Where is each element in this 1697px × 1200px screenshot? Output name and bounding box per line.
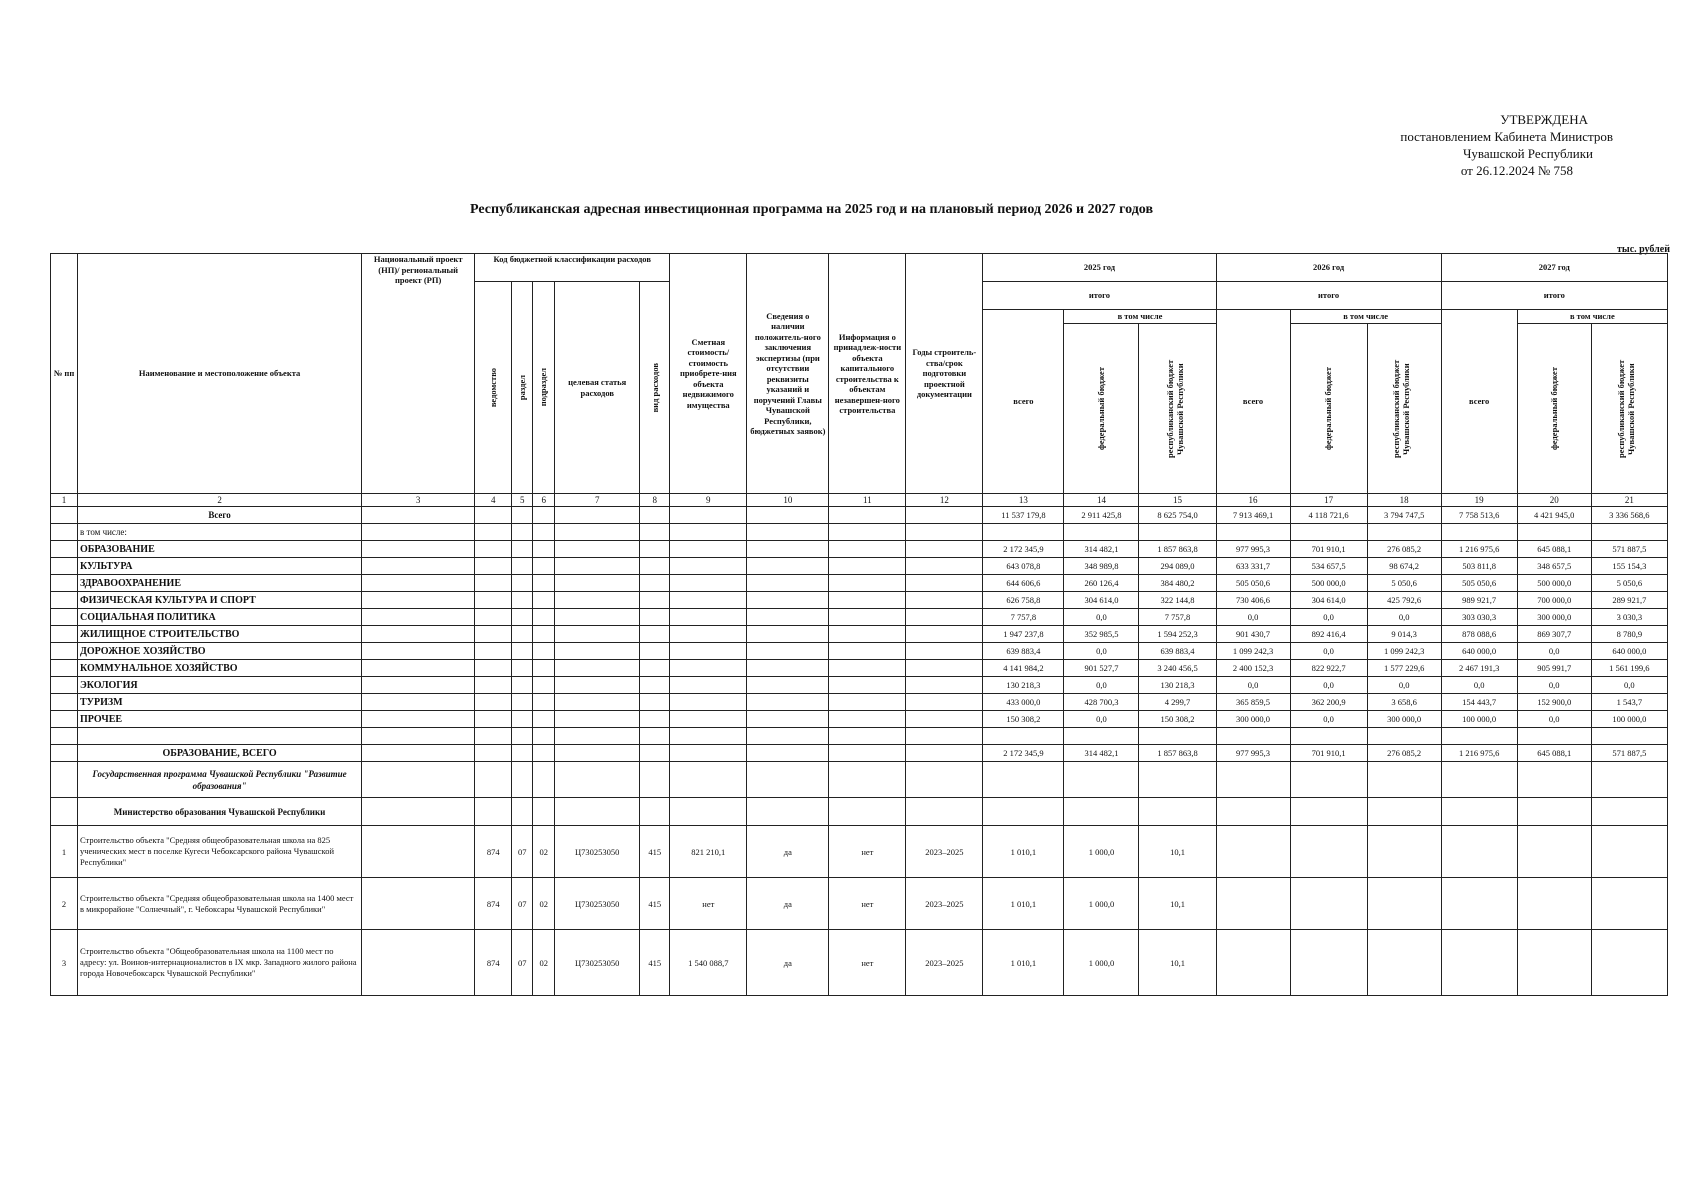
object-2027-resp xyxy=(1591,930,1667,996)
object-podrazdel: 02 xyxy=(533,878,555,930)
section-value: 384 480,2 xyxy=(1139,575,1216,592)
ministry-name: Министерство образования Чувашской Республики xyxy=(78,798,362,826)
section-row xyxy=(51,609,1668,626)
section-value: 314 482,1 xyxy=(1064,541,1139,558)
object-years: 2023–2025 xyxy=(906,878,983,930)
object-cost: нет xyxy=(670,878,747,930)
object-2027-total xyxy=(1441,826,1517,878)
section-value: 1 857 863,8 xyxy=(1139,541,1216,558)
section-value: 2 400 152,3 xyxy=(1216,660,1290,677)
object-vr: 415 xyxy=(640,826,670,878)
table-body xyxy=(51,494,1668,996)
education-total-row: ОБРАЗОВАНИЕ, ВСЕГО 2 172 345,9 314 482,1 1 857 863,8 977 995,3 701 910,1 276 085,2 1 216 975,6 645 088,1 571 887,5 xyxy=(51,745,1668,762)
object-2026-fed xyxy=(1290,878,1367,930)
header-2027: 2027 год xyxy=(1441,254,1667,282)
section-value: 701 910,1 xyxy=(1290,541,1367,558)
section-name: ДОРОЖНОЕ ХОЗЯЙСТВО xyxy=(78,643,362,660)
section-row xyxy=(51,626,1668,643)
object-podrazdel: 02 xyxy=(533,930,555,996)
section-value: 822 922,7 xyxy=(1290,660,1367,677)
section-value: 8 780,9 xyxy=(1591,626,1667,643)
header-vtomchisle-2025: в том числе xyxy=(1064,310,1216,324)
section-row xyxy=(51,558,1668,575)
approval-stamp xyxy=(1353,111,1613,179)
section-value: 300 000,0 xyxy=(1517,609,1591,626)
section-value: 639 883,4 xyxy=(983,643,1064,660)
section-value: 150 308,2 xyxy=(1139,711,1216,728)
object-2026-fed xyxy=(1290,930,1367,996)
object-2025-resp: 10,1 xyxy=(1139,826,1216,878)
section-value: 365 859,5 xyxy=(1216,694,1290,711)
section-value: 0,0 xyxy=(1290,643,1367,660)
object-name: Строительство объекта "Общеобразовательная школа на 1100 мест по адресу: ул. Воинов-интернационалистов в IX мкр. Западного жилого района города Новочебоксарск Чувашской Республики" xyxy=(78,930,362,996)
approval-line-1: УТВЕРЖДЕНА xyxy=(1500,112,1588,127)
object-2027-total xyxy=(1441,930,1517,996)
object-vr: 415 xyxy=(640,930,670,996)
section-value: 304 614,0 xyxy=(1290,592,1367,609)
section-value: 2 172 345,9 xyxy=(983,541,1064,558)
object-name: Строительство объекта "Средняя общеобразовательная школа на 1400 мест в микрорайоне "Солнечный", г. Чебоксары Чувашской Республики" xyxy=(78,878,362,930)
section-value: 571 887,5 xyxy=(1591,541,1667,558)
header-vr: вид расходов xyxy=(640,282,670,494)
section-value: 348 657,5 xyxy=(1517,558,1591,575)
section-value: 1 099 242,3 xyxy=(1367,643,1441,660)
object-info: нет xyxy=(829,826,906,878)
object-csr: Ц730253050 xyxy=(555,826,640,878)
object-2026-total xyxy=(1216,878,1290,930)
section-value: 633 331,7 xyxy=(1216,558,1290,575)
section-value: 500 000,0 xyxy=(1517,575,1591,592)
section-name: СОЦИАЛЬНАЯ ПОЛИТИКА xyxy=(78,609,362,626)
section-value: 425 792,6 xyxy=(1367,592,1441,609)
section-value: 730 406,6 xyxy=(1216,592,1290,609)
blank-row xyxy=(51,728,1668,745)
section-value: 2 467 191,3 xyxy=(1441,660,1517,677)
section-value: 0,0 xyxy=(1517,643,1591,660)
section-value: 0,0 xyxy=(1216,609,1290,626)
section-value: 3 240 456,5 xyxy=(1139,660,1216,677)
section-value: 700 000,0 xyxy=(1517,592,1591,609)
object-2025-fed: 1 000,0 xyxy=(1064,826,1139,878)
section-value: 869 307,7 xyxy=(1517,626,1591,643)
section-value: 362 200,9 xyxy=(1290,694,1367,711)
section-value: 433 000,0 xyxy=(983,694,1064,711)
header-num: № пп xyxy=(51,254,78,494)
section-value: 1 947 237,8 xyxy=(983,626,1064,643)
section-value: 300 000,0 xyxy=(1367,711,1441,728)
object-row xyxy=(51,878,1668,930)
section-value: 0,0 xyxy=(1064,677,1139,694)
object-info: нет xyxy=(829,878,906,930)
header-resp-2027: республиканский бюджет Чувашской Республики xyxy=(1591,324,1667,494)
object-2027-fed xyxy=(1517,930,1591,996)
section-value: 1 577 229,6 xyxy=(1367,660,1441,677)
section-value: 352 985,5 xyxy=(1064,626,1139,643)
section-value: 1 543,7 xyxy=(1591,694,1667,711)
section-value: 892 416,4 xyxy=(1290,626,1367,643)
header-fed-2027: федеральный бюджет xyxy=(1517,324,1591,494)
header-vedomstvo: ведомство xyxy=(475,282,512,494)
section-value: 322 144,8 xyxy=(1139,592,1216,609)
object-csr: Ц730253050 xyxy=(555,878,640,930)
section-value: 130 218,3 xyxy=(1139,677,1216,694)
section-value: 0,0 xyxy=(1064,711,1139,728)
section-value: 1 216 975,6 xyxy=(1441,541,1517,558)
object-2025-total: 1 010,1 xyxy=(983,878,1064,930)
object-name: Строительство объекта "Средняя общеобразовательная школа на 825 ученических мест в поселке Кугеси Чебоксарского района Чувашской Республики" xyxy=(78,826,362,878)
section-value: 4 141 984,2 xyxy=(983,660,1064,677)
object-number: 3 xyxy=(51,930,78,996)
object-2027-fed xyxy=(1517,826,1591,878)
section-name: ОБРАЗОВАНИЕ xyxy=(78,541,362,558)
section-value: 644 606,6 xyxy=(983,575,1064,592)
header-vtomchisle-2027: в том числе xyxy=(1517,310,1667,324)
section-value: 3 658,6 xyxy=(1367,694,1441,711)
ministry-row xyxy=(51,798,1668,826)
header-info: Информация о принадлеж-ности объекта капитального строительства к объектам незавершен-ного строительства xyxy=(829,254,906,494)
object-2027-resp xyxy=(1591,878,1667,930)
object-row xyxy=(51,930,1668,996)
section-value: 5 050,6 xyxy=(1591,575,1667,592)
object-expertise: да xyxy=(747,878,829,930)
section-name: КУЛЬТУРА xyxy=(78,558,362,575)
section-value: 9 014,3 xyxy=(1367,626,1441,643)
investment-program-table xyxy=(50,253,1668,996)
section-value: 639 883,4 xyxy=(1139,643,1216,660)
section-value: 7 757,8 xyxy=(1139,609,1216,626)
object-razdel: 07 xyxy=(512,826,533,878)
header-expertise: Сведения о наличии положитель-ного заключения экспертизы (при отсутствии реквизиты указаний и поручений Главы Чувашской Республики, бюджетных заявок) xyxy=(747,254,829,494)
program-name: Государственная программа Чувашской Республики "Развитие образования" xyxy=(78,762,362,798)
section-value: 152 900,0 xyxy=(1517,694,1591,711)
header-kbk: Код бюджетной классификации расходов xyxy=(475,254,670,282)
section-value: 0,0 xyxy=(1064,609,1139,626)
object-2027-fed xyxy=(1517,878,1591,930)
approval-line-4: от 26.12.2024 № 758 xyxy=(1460,163,1573,178)
section-value: 98 674,2 xyxy=(1367,558,1441,575)
section-row xyxy=(51,711,1668,728)
document-title: Республиканская адресная инвестиционная программа на 2025 год и на плановый период 2026 и 2027 годов xyxy=(470,202,1153,217)
header-resp-2025: республиканский бюджет Чувашской Республики xyxy=(1139,324,1216,494)
section-value: 154 443,7 xyxy=(1441,694,1517,711)
object-vr: 415 xyxy=(640,878,670,930)
column-numbers-row: 1 2 3 4 5 6 7 8 9 10 11 12 13 14 15 16 17 18 19 20 21 xyxy=(51,494,1668,507)
section-value: 1 099 242,3 xyxy=(1216,643,1290,660)
object-row xyxy=(51,826,1668,878)
section-value: 100 000,0 xyxy=(1591,711,1667,728)
section-value: 5 050,6 xyxy=(1367,575,1441,592)
section-value: 1 594 252,3 xyxy=(1139,626,1216,643)
section-value: 989 921,7 xyxy=(1441,592,1517,609)
object-info: нет xyxy=(829,930,906,996)
section-value: 643 078,8 xyxy=(983,558,1064,575)
object-2025-resp: 10,1 xyxy=(1139,878,1216,930)
object-2026-fed xyxy=(1290,826,1367,878)
object-2025-total: 1 010,1 xyxy=(983,826,1064,878)
section-value: 150 308,2 xyxy=(983,711,1064,728)
section-value: 640 000,0 xyxy=(1441,643,1517,660)
section-value: 901 430,7 xyxy=(1216,626,1290,643)
section-name: ЗДРАВООХРАНЕНИЕ xyxy=(78,575,362,592)
header-vsego-2025: всего xyxy=(983,310,1064,494)
header-fed-2026: федеральный бюджет xyxy=(1290,324,1367,494)
object-project xyxy=(362,826,475,878)
section-value: 0,0 xyxy=(1290,711,1367,728)
object-years: 2023–2025 xyxy=(906,930,983,996)
section-value: 260 126,4 xyxy=(1064,575,1139,592)
object-vedomstvo: 874 xyxy=(475,826,512,878)
section-value: 0,0 xyxy=(1517,711,1591,728)
section-value: 100 000,0 xyxy=(1441,711,1517,728)
section-row xyxy=(51,541,1668,558)
object-razdel: 07 xyxy=(512,878,533,930)
approval-line-2: постановлением Кабинета Министров xyxy=(1400,129,1613,144)
section-row xyxy=(51,643,1668,660)
object-2026-total xyxy=(1216,930,1290,996)
header-2025: 2025 год xyxy=(983,254,1216,282)
header-itogo-2026: итого xyxy=(1216,282,1441,310)
units-label: тыс. рублей xyxy=(1616,244,1670,255)
section-value: 901 527,7 xyxy=(1064,660,1139,677)
header-name: Наименование и местоположение объекта xyxy=(78,254,362,494)
object-cost: 821 210,1 xyxy=(670,826,747,878)
object-2025-fed: 1 000,0 xyxy=(1064,878,1139,930)
object-csr: Ц730253050 xyxy=(555,930,640,996)
section-value: 0,0 xyxy=(1367,677,1441,694)
table-header xyxy=(51,254,1668,494)
section-value: 905 991,7 xyxy=(1517,660,1591,677)
education-total-label: ОБРАЗОВАНИЕ, ВСЕГО xyxy=(78,745,362,762)
total-label: Всего xyxy=(78,507,362,524)
section-row xyxy=(51,592,1668,609)
object-cost: 1 540 088,7 xyxy=(670,930,747,996)
section-value: 289 921,7 xyxy=(1591,592,1667,609)
object-2026-total xyxy=(1216,826,1290,878)
section-value: 1 561 199,6 xyxy=(1591,660,1667,677)
header-vsego-2026: всего xyxy=(1216,310,1290,494)
section-value: 977 995,3 xyxy=(1216,541,1290,558)
object-project xyxy=(362,930,475,996)
object-project xyxy=(362,878,475,930)
section-name: ЭКОЛОГИЯ xyxy=(78,677,362,694)
section-value: 4 299,7 xyxy=(1139,694,1216,711)
section-value: 645 088,1 xyxy=(1517,541,1591,558)
object-2026-resp xyxy=(1367,878,1441,930)
section-value: 626 758,8 xyxy=(983,592,1064,609)
section-value: 878 088,6 xyxy=(1441,626,1517,643)
object-2026-resp xyxy=(1367,826,1441,878)
header-razdel: раздел xyxy=(512,282,533,494)
section-value: 0,0 xyxy=(1216,677,1290,694)
section-value: 303 030,3 xyxy=(1441,609,1517,626)
section-row xyxy=(51,694,1668,711)
section-value: 7 757,8 xyxy=(983,609,1064,626)
header-itogo-2025: итого xyxy=(983,282,1216,310)
section-value: 503 811,8 xyxy=(1441,558,1517,575)
approval-line-3: Чувашской Республики xyxy=(1462,146,1593,161)
header-fed-2025: федеральный бюджет xyxy=(1064,324,1139,494)
object-years: 2023–2025 xyxy=(906,826,983,878)
section-value: 155 154,3 xyxy=(1591,558,1667,575)
object-expertise: да xyxy=(747,930,829,996)
total-row: Всего 11 537 179,8 2 911 425,8 8 625 754,0 7 913 469,1 4 118 721,6 3 794 747,5 7 758 513,6 4 421 945,0 3 336 568,6 xyxy=(51,507,1668,524)
section-value: 0,0 xyxy=(1290,609,1367,626)
header-project: Национальный проект (НП)/ региональный проект (РП) xyxy=(362,254,475,494)
object-vedomstvo: 874 xyxy=(475,930,512,996)
header-2026: 2026 год xyxy=(1216,254,1441,282)
section-value: 0,0 xyxy=(1290,677,1367,694)
section-name: ЖИЛИЩНОЕ СТРОИТЕЛЬСТВО xyxy=(78,626,362,643)
section-name: ФИЗИЧЕСКАЯ КУЛЬТУРА И СПОРТ xyxy=(78,592,362,609)
section-value: 130 218,3 xyxy=(983,677,1064,694)
object-2025-resp: 10,1 xyxy=(1139,930,1216,996)
section-value: 505 050,6 xyxy=(1441,575,1517,592)
section-value: 0,0 xyxy=(1591,677,1667,694)
section-row xyxy=(51,677,1668,694)
header-vsego-2027: всего xyxy=(1441,310,1517,494)
including-row xyxy=(51,524,1668,541)
section-value: 294 089,0 xyxy=(1139,558,1216,575)
object-number: 1 xyxy=(51,826,78,878)
section-name: ПРОЧЕЕ xyxy=(78,711,362,728)
header-podrazdel: подраздел xyxy=(533,282,555,494)
section-value: 534 657,5 xyxy=(1290,558,1367,575)
section-value: 300 000,0 xyxy=(1216,711,1290,728)
including-label: в том числе: xyxy=(78,524,362,541)
object-vedomstvo: 874 xyxy=(475,878,512,930)
header-resp-2026: республиканский бюджет Чувашской Республики xyxy=(1367,324,1441,494)
section-row xyxy=(51,660,1668,677)
object-2026-resp xyxy=(1367,930,1441,996)
section-value: 640 000,0 xyxy=(1591,643,1667,660)
section-value: 428 700,3 xyxy=(1064,694,1139,711)
object-2027-total xyxy=(1441,878,1517,930)
section-value: 0,0 xyxy=(1064,643,1139,660)
header-years: Годы строитель-ства/срок подготовки проектной документации xyxy=(906,254,983,494)
section-value: 304 614,0 xyxy=(1064,592,1139,609)
header-itogo-2027: итого xyxy=(1441,282,1667,310)
program-row xyxy=(51,762,1668,798)
header-cost: Сметная стоимость/ стоимость приобрете-ния объекта недвижимого имущества xyxy=(670,254,747,494)
object-razdel: 07 xyxy=(512,930,533,996)
object-2025-total: 1 010,1 xyxy=(983,930,1064,996)
section-name: КОММУНАЛЬНОЕ ХОЗЯЙСТВО xyxy=(78,660,362,677)
header-csr: целевая статья расходов xyxy=(555,282,640,494)
object-2025-fed: 1 000,0 xyxy=(1064,930,1139,996)
section-value: 3 030,3 xyxy=(1591,609,1667,626)
section-value: 0,0 xyxy=(1367,609,1441,626)
object-expertise: да xyxy=(747,826,829,878)
object-number: 2 xyxy=(51,878,78,930)
section-row xyxy=(51,575,1668,592)
section-value: 0,0 xyxy=(1517,677,1591,694)
section-name: ТУРИЗМ xyxy=(78,694,362,711)
section-value: 500 000,0 xyxy=(1290,575,1367,592)
object-2027-resp xyxy=(1591,826,1667,878)
section-value: 276 085,2 xyxy=(1367,541,1441,558)
header-vtomchisle-2026: в том числе xyxy=(1290,310,1441,324)
object-podrazdel: 02 xyxy=(533,826,555,878)
section-value: 348 989,8 xyxy=(1064,558,1139,575)
section-value: 505 050,6 xyxy=(1216,575,1290,592)
section-value: 0,0 xyxy=(1441,677,1517,694)
